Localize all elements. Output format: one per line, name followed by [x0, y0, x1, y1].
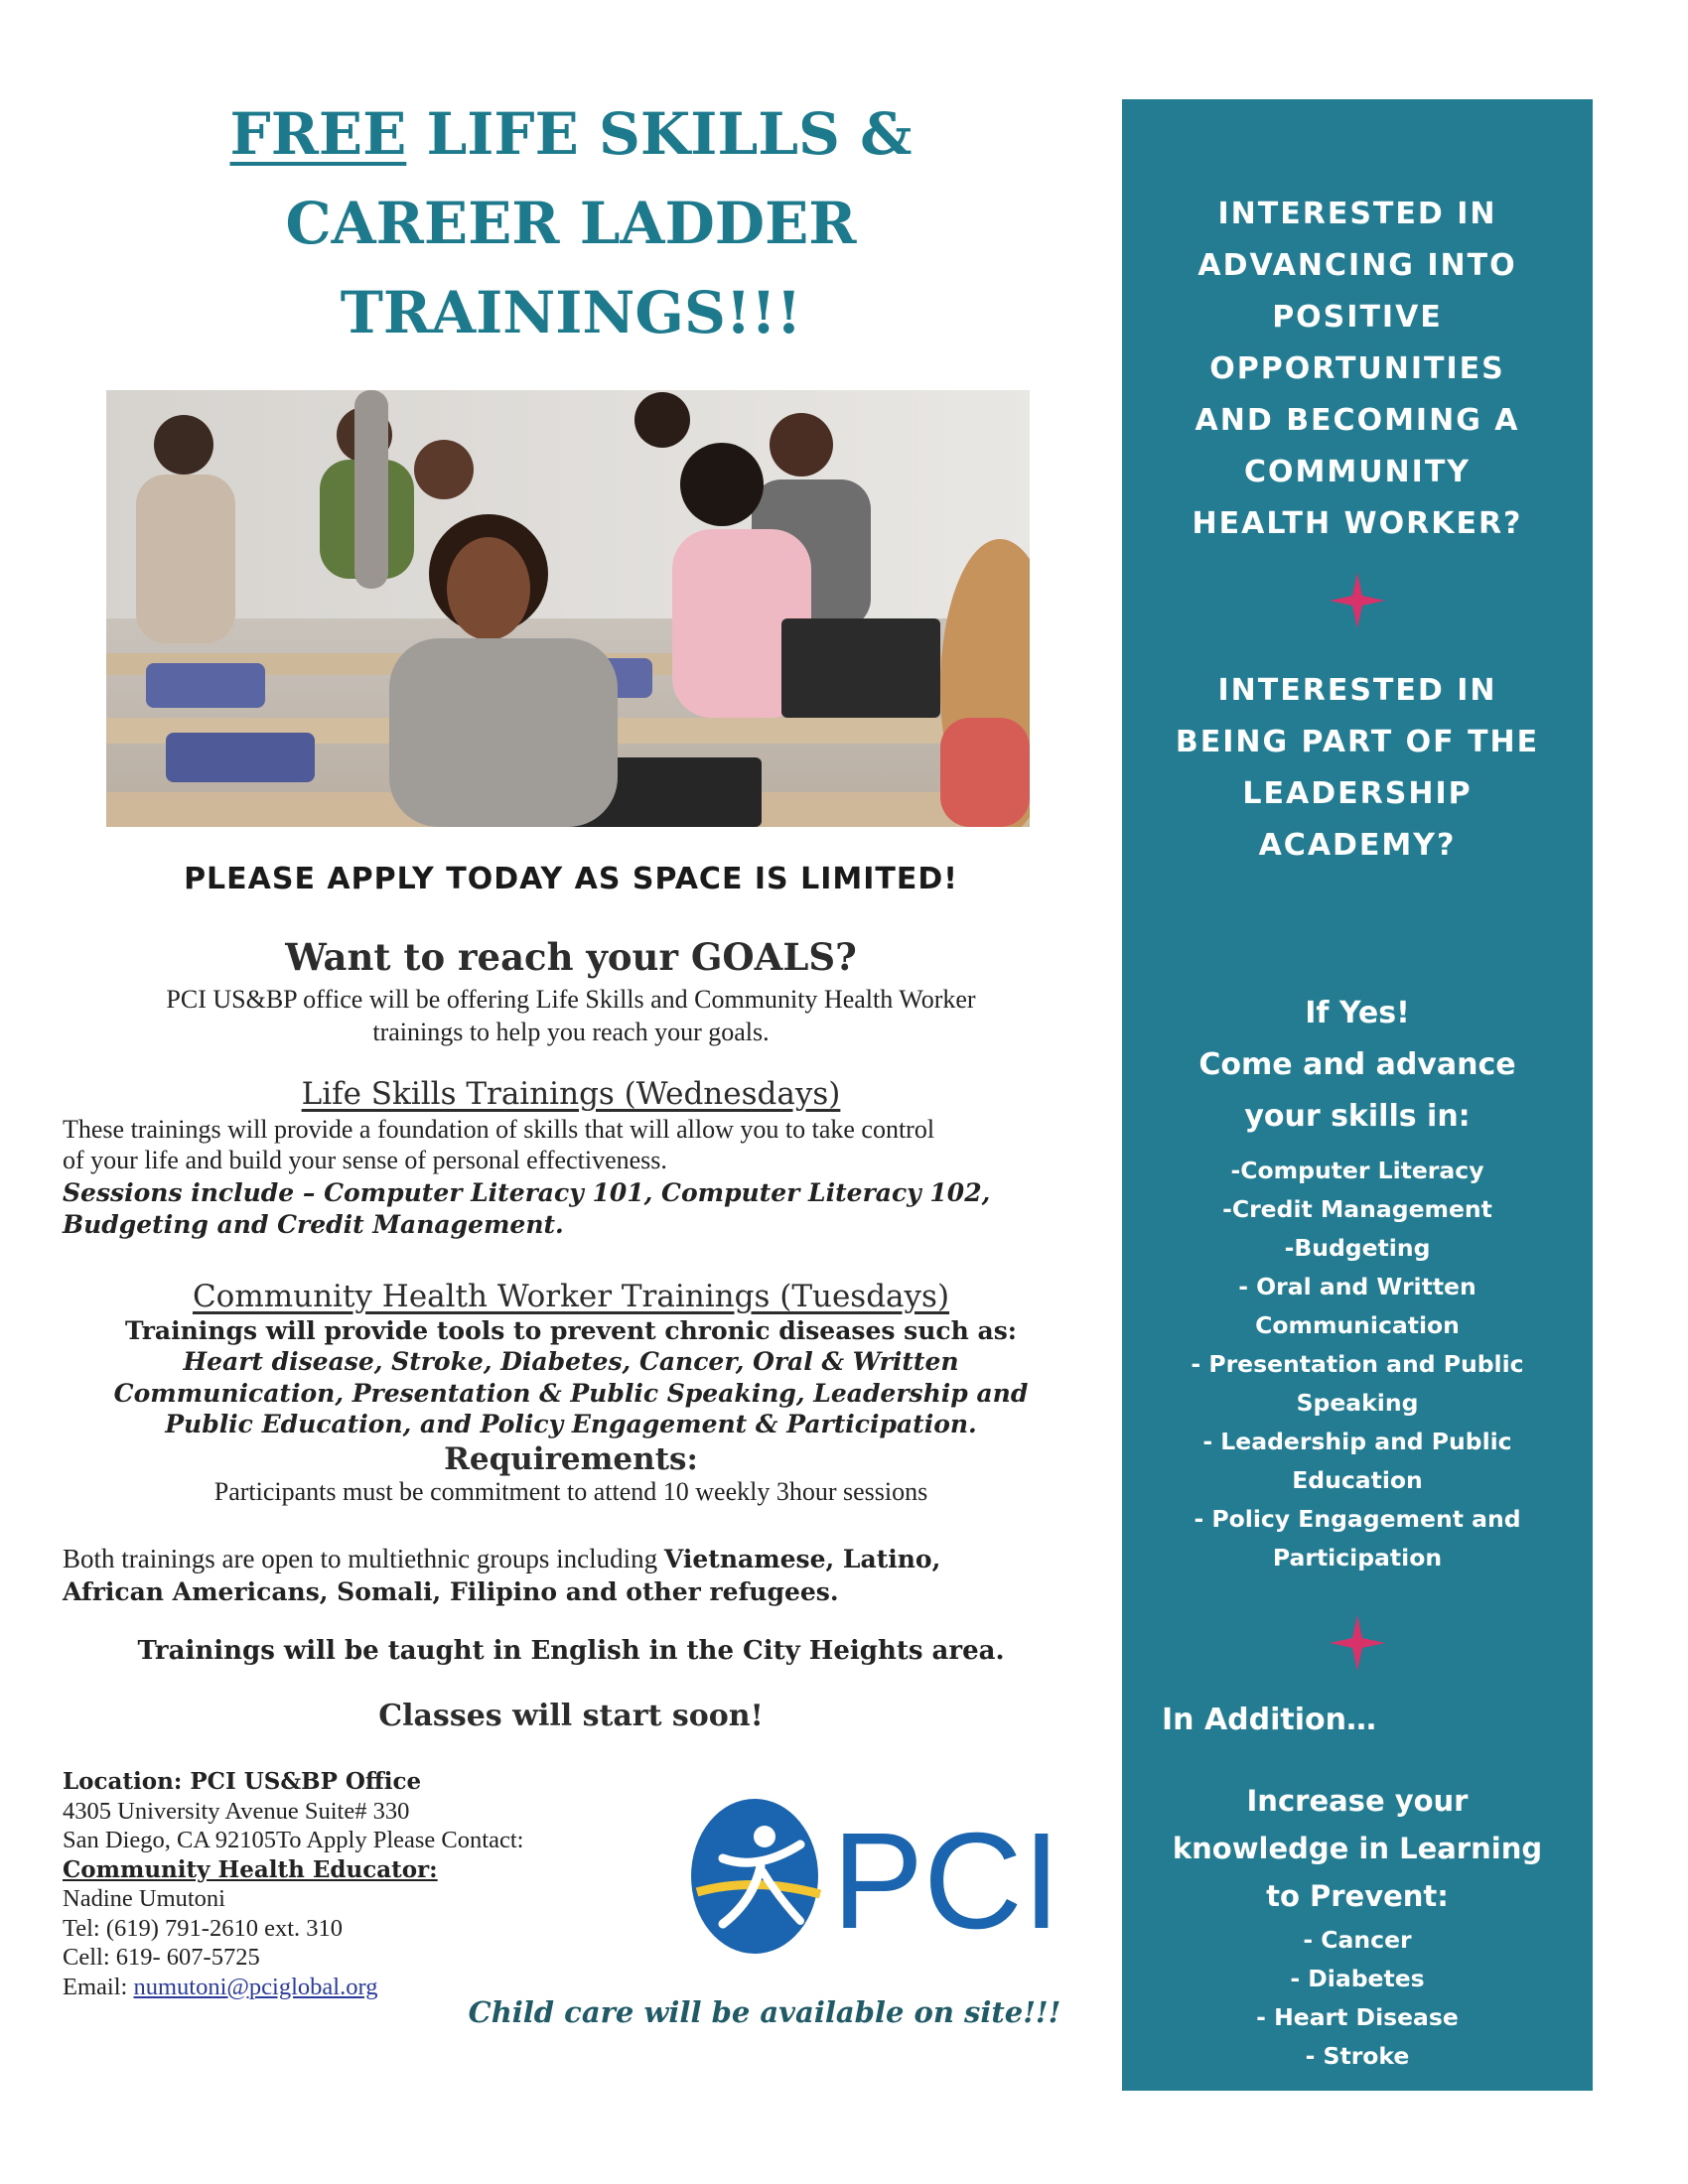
- sidebar-prevent-list: [1122, 1921, 1593, 2076]
- chw-topics-line: Public Education, and Policy Engagement & Participation.: [165, 1410, 977, 1438]
- address-line: San Diego, CA 92105To Apply Please Contact:: [63, 1827, 524, 1853]
- sidebar-line: Come and advance: [1198, 1047, 1516, 1082]
- taught-text: Trainings will be taught in English in the City Heights area.: [137, 1636, 1005, 1666]
- sidebar-line: HEALTH WORKER?: [1192, 506, 1523, 541]
- list-item: -Budgeting: [1284, 1234, 1431, 1262]
- sidebar-panel: [1122, 99, 1593, 2091]
- sidebar-line: your skills in:: [1244, 1099, 1471, 1134]
- chw-heading: Community Health Worker Trainings (Tuesdays): [192, 1279, 950, 1314]
- contact-block: [63, 1767, 678, 2001]
- sidebar-line: OPPORTUNITIES: [1209, 351, 1505, 386]
- list-item: - Oral and Written: [1238, 1273, 1477, 1300]
- sidebar-line: POSITIVE: [1272, 300, 1443, 335]
- life-skills-sessions: [63, 1177, 1075, 1241]
- title-line1: LIFE SKILLS &: [406, 100, 913, 168]
- sessions-line: Sessions include – Computer Literacy 101, Computer Literacy 102,: [63, 1178, 991, 1207]
- logo-text: PCI: [832, 1805, 1061, 1956]
- sidebar-line: BEING PART OF THE: [1175, 725, 1540, 759]
- sidebar-skills-list: [1122, 1152, 1593, 1577]
- list-item: - Policy Engagement and: [1194, 1505, 1521, 1533]
- contact-cell: Cell: 619- 607-5725: [63, 1944, 260, 1971]
- sidebar-line: ACADEMY?: [1258, 828, 1457, 863]
- sidebar-question-chw: [1122, 189, 1593, 550]
- sidebar-question-leadership: [1122, 665, 1593, 872]
- flyer-title: [60, 89, 1082, 357]
- requirements-heading: Requirements:: [444, 1441, 698, 1477]
- open-groups: Vietnamese, Latino,: [663, 1545, 941, 1573]
- start-text: Classes will start soon!: [378, 1699, 764, 1733]
- title-free: FREE: [229, 100, 407, 168]
- life-skills-line: of your life and build your sense of personal effectiveness.: [63, 1146, 667, 1174]
- goals-heading: Want to reach your GOALS?: [285, 935, 857, 979]
- sidebar-line: INTERESTED IN: [1217, 197, 1497, 231]
- list-item: - Cancer: [1303, 1926, 1412, 1954]
- life-skills-text: [63, 1114, 1095, 1175]
- life-skills-heading: Life Skills Trainings (Wednesdays): [301, 1076, 841, 1112]
- chw-intro: Trainings will provide tools to prevent chronic diseases such as:: [124, 1316, 1018, 1345]
- email-link[interactable]: numutoni@pciglobal.org: [133, 1973, 378, 2000]
- contact-tel: Tel: (619) 791-2610 ext. 310: [63, 1914, 344, 1942]
- sidebar-line: ADVANCING INTO: [1197, 248, 1517, 283]
- sidebar-line: COMMUNITY: [1243, 455, 1472, 489]
- sidebar-if-yes: [1122, 988, 1593, 1143]
- address-line: 4305 University Avenue Suite# 330: [63, 1797, 410, 1825]
- contact-role: Community Health Educator:: [63, 1855, 438, 1883]
- sidebar-line: Increase your: [1246, 1784, 1469, 1818]
- sidebar-in-addition: In Addition…: [1162, 1703, 1377, 1737]
- list-item: - Heart Disease: [1256, 2003, 1459, 2031]
- open-groups-text: [63, 1543, 1085, 1608]
- list-item: - Stroke: [1305, 2042, 1410, 2070]
- star-divider-icon: [1328, 571, 1387, 630]
- sidebar-line: LEADERSHIP: [1242, 776, 1473, 811]
- sidebar-increase: [1122, 1777, 1593, 1920]
- goals-line: PCI US&BP office will be offering Life Skills and Community Health Worker: [166, 985, 976, 1014]
- sessions-line: Budgeting and Credit Management.: [63, 1210, 564, 1239]
- apply-banner: PLEASE APPLY TODAY AS SPACE IS LIMITED!: [184, 862, 958, 896]
- title-line2: CAREER LADDER: [285, 190, 857, 257]
- email-label: Email:: [63, 1973, 134, 2000]
- classroom-photo: [106, 390, 1030, 827]
- childcare-note: Child care will be available on site!!!: [468, 1995, 1061, 2029]
- list-item: Speaking: [1296, 1389, 1419, 1417]
- location-value: : PCI US&BP Office: [173, 1768, 422, 1795]
- sidebar-line: If Yes!: [1305, 996, 1410, 1030]
- list-item: Communication: [1255, 1311, 1460, 1339]
- sidebar-line: INTERESTED IN: [1217, 673, 1497, 708]
- pci-logo: [683, 1797, 1080, 1956]
- list-item: -Credit Management: [1222, 1195, 1492, 1223]
- star-divider-icon: [1328, 1613, 1387, 1673]
- contact-name: Nadine Umutoni: [63, 1885, 225, 1912]
- chw-topics-line: Communication, Presentation & Public Speaking, Leadership and: [113, 1378, 1029, 1408]
- list-item: - Leadership and Public: [1202, 1428, 1512, 1455]
- life-skills-line: These trainings will provide a foundation of skills that will allow you to take control: [63, 1115, 935, 1144]
- requirements-text: Participants must be commitment to attend 10 weekly 3hour sessions: [213, 1477, 928, 1506]
- title-line3: TRAININGS!!!: [340, 279, 802, 346]
- goals-text: [60, 983, 1082, 1048]
- chw-topics: [60, 1346, 1082, 1440]
- sidebar-line: to Prevent:: [1266, 1879, 1449, 1913]
- sidebar-line: AND BECOMING A: [1195, 403, 1520, 438]
- list-item: - Presentation and Public: [1191, 1350, 1524, 1378]
- list-item: Participation: [1272, 1544, 1443, 1571]
- open-prefix: Both trainings are open to multiethnic groups including: [63, 1544, 664, 1573]
- sidebar-line: knowledge in Learning: [1172, 1832, 1543, 1865]
- chw-topics-line: Heart disease, Stroke, Diabetes, Cancer, Oral & Written: [183, 1347, 959, 1376]
- list-item: Education: [1292, 1466, 1423, 1494]
- location-label: Location: [63, 1768, 174, 1795]
- list-item: - Diabetes: [1290, 1965, 1425, 1992]
- list-item: -Computer Literacy: [1230, 1157, 1484, 1184]
- goals-line: trainings to help you reach your goals.: [372, 1018, 770, 1046]
- open-groups: African Americans, Somali, Filipino and other refugees.: [63, 1577, 839, 1606]
